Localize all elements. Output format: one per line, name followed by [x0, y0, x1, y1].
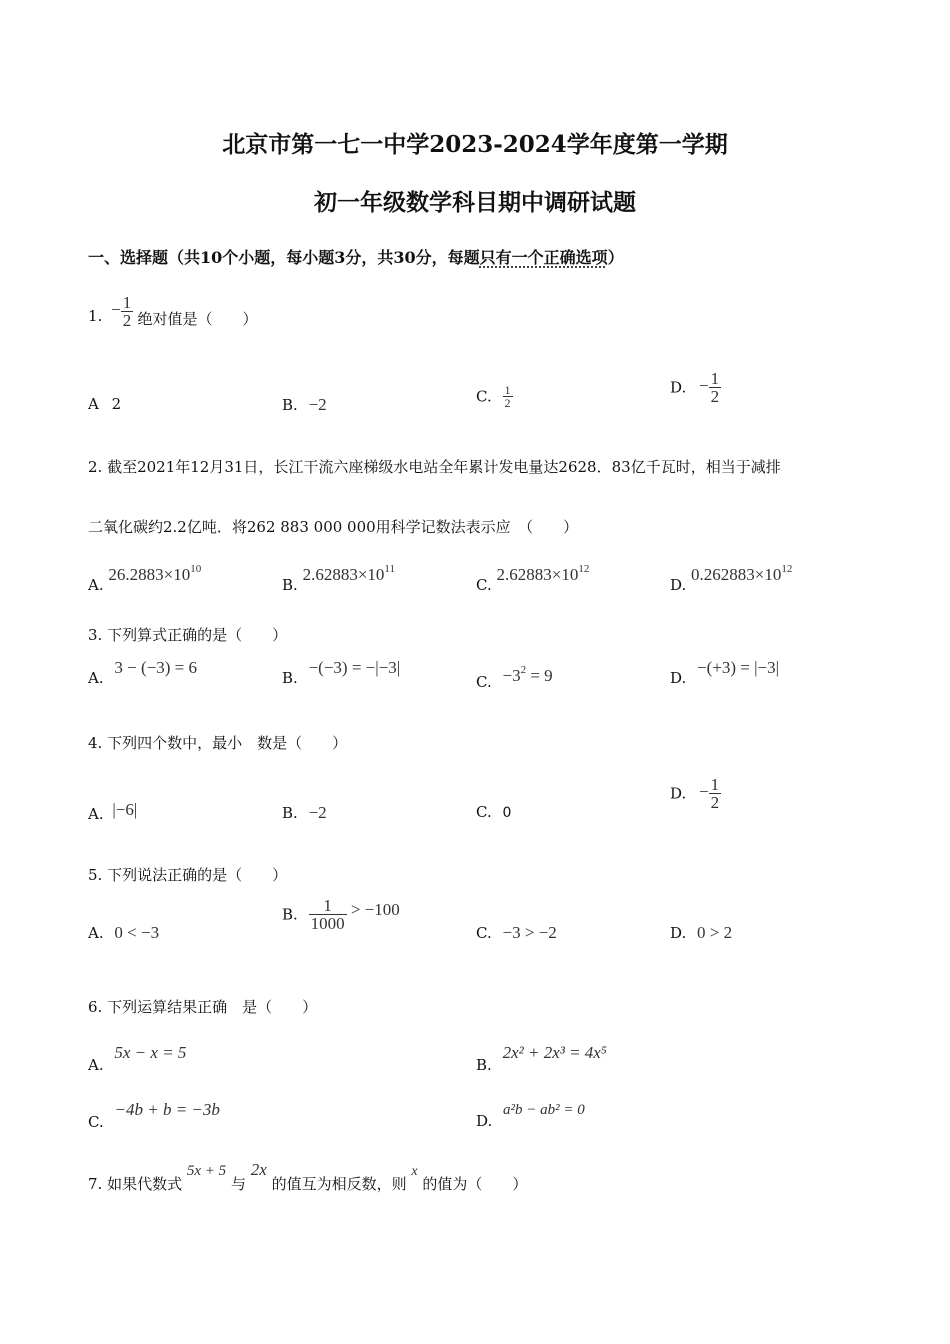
- q5-option-d[interactable]: [670, 923, 732, 943]
- option-label: A.: [88, 805, 104, 823]
- q5-option-c[interactable]: [476, 923, 557, 943]
- section-heading-emphasis: 只有一个正确选项: [479, 248, 608, 267]
- option-value: [699, 775, 721, 812]
- question-text: 绝对值是（ ）: [137, 310, 258, 328]
- option-label: D.: [670, 669, 687, 687]
- option-label: B.: [282, 804, 298, 822]
- question-7-expr3: x: [411, 1164, 418, 1179]
- fraction-sign: −: [699, 782, 709, 802]
- option-label: B.: [282, 396, 298, 414]
- q3-option-a[interactable]: [88, 658, 197, 687]
- question-3: 3. 下列算式正确的是（ ）: [88, 626, 288, 644]
- q1-option-b[interactable]: [282, 395, 327, 415]
- option-label: B.: [282, 576, 298, 594]
- question-number: 1.: [88, 307, 103, 325]
- option-label: C.: [476, 576, 492, 594]
- option-value: 5x − x = 5: [114, 1043, 187, 1062]
- sci-exponent: 12: [578, 563, 590, 575]
- option-value: 0 < −3: [114, 923, 160, 942]
- question-7-mid1: 与: [230, 1175, 246, 1193]
- option-label: A.: [88, 669, 104, 687]
- q3-option-c[interactable]: [476, 664, 553, 691]
- fraction-denominator: 2: [504, 396, 511, 410]
- option-label: D.: [670, 784, 687, 803]
- sci-base: 2.62883×10: [496, 565, 579, 584]
- question-7-expr2: 2x: [250, 1160, 267, 1179]
- fraction-numerator: 1: [309, 897, 347, 915]
- option-label: C.: [476, 387, 492, 406]
- option-label: A: [88, 395, 99, 413]
- question-5: 5. 下列说法正确的是（ ）: [88, 866, 288, 884]
- option-value: −4b + b = −3b: [114, 1100, 220, 1119]
- option-value: [303, 565, 395, 584]
- fraction: [309, 897, 347, 932]
- q2-option-c[interactable]: [476, 563, 589, 594]
- power-exponent: 2: [520, 664, 527, 676]
- option-label: B.: [282, 905, 298, 924]
- option-value: 0: [502, 805, 512, 821]
- option-value: a²b − ab² = 0: [503, 1102, 585, 1118]
- question-2-line2: 二氧化碳约2.2亿吨．将262 883 000 000用科学记数法表示应 （ ）: [88, 518, 579, 536]
- option-value: [108, 565, 201, 584]
- fraction-numerator: 1: [122, 293, 132, 312]
- option-label: C.: [476, 924, 492, 942]
- fraction-denominator: 2: [710, 793, 720, 812]
- option-label: C.: [88, 1113, 104, 1131]
- option-label: C.: [476, 673, 492, 691]
- option-value: −2: [308, 803, 327, 822]
- q6-option-d[interactable]: [476, 1100, 585, 1130]
- option-label: B.: [476, 1056, 492, 1074]
- option-label: D.: [476, 1112, 493, 1130]
- page-subtitle: 初一年级数学科目期中调研试题: [314, 189, 636, 216]
- inequality-rest: > −100: [346, 900, 400, 919]
- fraction-numerator: 1: [504, 383, 511, 397]
- q4-option-b[interactable]: [282, 803, 327, 823]
- option-value: [503, 666, 553, 685]
- fraction-denominator: 2: [122, 311, 132, 330]
- q6-option-b[interactable]: [476, 1043, 607, 1074]
- option-value: 3 − (−3) = 6: [114, 658, 197, 677]
- option-value: −(−3) = −|−3|: [308, 658, 401, 677]
- question-7-expr1: 5x + 5: [186, 1163, 227, 1179]
- question-1: [88, 294, 257, 329]
- fraction: [709, 370, 722, 405]
- fraction-denominator: 1000: [310, 914, 345, 933]
- option-value: 0 > 2: [697, 923, 733, 942]
- q2-option-b[interactable]: [282, 563, 395, 594]
- question-4: 4. 下列四个数中，最小 数是（ ）: [88, 734, 348, 752]
- question-1-expr: [111, 293, 137, 330]
- q2-option-a[interactable]: [88, 563, 201, 594]
- section-heading-pre: 一、选择题（共10个小题，每小题3分，共30分，每题: [88, 248, 480, 267]
- option-value: −(+3) = |−3|: [697, 658, 780, 677]
- q3-option-b[interactable]: [282, 658, 400, 687]
- option-label: D.: [670, 378, 687, 397]
- option-label: C.: [476, 803, 492, 821]
- option-value: |−6|: [112, 800, 138, 819]
- section-heading-post: ）: [607, 248, 624, 267]
- question-2-line1: 2. 截至2021年12月31日，长江干流六座梯级水电站全年累计发电量达2628．83亿千瓦时，相当于减排: [88, 458, 781, 476]
- option-label: A.: [88, 1056, 104, 1074]
- q1-option-a[interactable]: [88, 395, 121, 413]
- fraction-numerator: 1: [710, 369, 720, 388]
- q4-option-c[interactable]: [476, 803, 511, 821]
- sci-base: 2.62883×10: [302, 565, 385, 584]
- sci-base: 26.2883×10: [108, 565, 191, 584]
- q3-option-d[interactable]: [670, 658, 779, 687]
- option-value: −2: [308, 395, 327, 414]
- power-rest: = 9: [526, 666, 553, 685]
- fraction: [121, 294, 134, 329]
- fraction-sign: −: [699, 376, 709, 396]
- q1-option-d[interactable]: [670, 370, 721, 405]
- q5-option-b[interactable]: [282, 897, 400, 932]
- q4-option-a[interactable]: [88, 800, 137, 823]
- question-7-pre: 7. 如果代数式: [88, 1175, 183, 1193]
- option-label: D.: [670, 576, 687, 594]
- q2-option-d[interactable]: [670, 563, 792, 594]
- q6-option-c[interactable]: [88, 1100, 220, 1131]
- question-7-mid2: 的值互为相反数，则: [271, 1175, 407, 1193]
- q5-option-a[interactable]: [88, 923, 159, 943]
- fraction-denominator: 2: [710, 387, 720, 406]
- fraction: [503, 384, 513, 409]
- option-value: 2x² + 2x³ = 4x⁵: [502, 1043, 607, 1062]
- sci-base: 0.262883×10: [691, 565, 782, 584]
- option-label: A.: [88, 576, 104, 594]
- option-value: −3 > −2: [502, 923, 557, 942]
- fraction-numerator: 1: [710, 775, 720, 794]
- sci-exponent: 11: [384, 563, 396, 575]
- option-value: [309, 896, 400, 933]
- q6-option-a[interactable]: [88, 1043, 186, 1074]
- fraction-sign: −: [111, 300, 121, 320]
- question-7-post: 的值为（ ）: [422, 1175, 528, 1193]
- section-heading: [88, 245, 624, 268]
- sci-exponent: 10: [190, 563, 202, 575]
- option-value: 2: [111, 395, 122, 413]
- option-label: D.: [670, 924, 687, 942]
- q4-option-d[interactable]: [670, 776, 721, 811]
- option-value: [699, 369, 721, 406]
- option-label: A.: [88, 924, 104, 942]
- option-label: B.: [282, 669, 298, 687]
- q1-option-c[interactable]: [476, 384, 513, 409]
- page-title: 北京市第一七一中学2023-2024学年度第一学期: [222, 131, 728, 158]
- fraction: [709, 776, 722, 811]
- question-6: 6. 下列运算结果正确 是（ ）: [88, 998, 318, 1016]
- power-base: −3: [502, 666, 521, 685]
- question-7: [88, 1160, 527, 1194]
- sci-exponent: 12: [781, 563, 793, 575]
- option-value: [497, 565, 590, 584]
- option-value: [691, 565, 792, 584]
